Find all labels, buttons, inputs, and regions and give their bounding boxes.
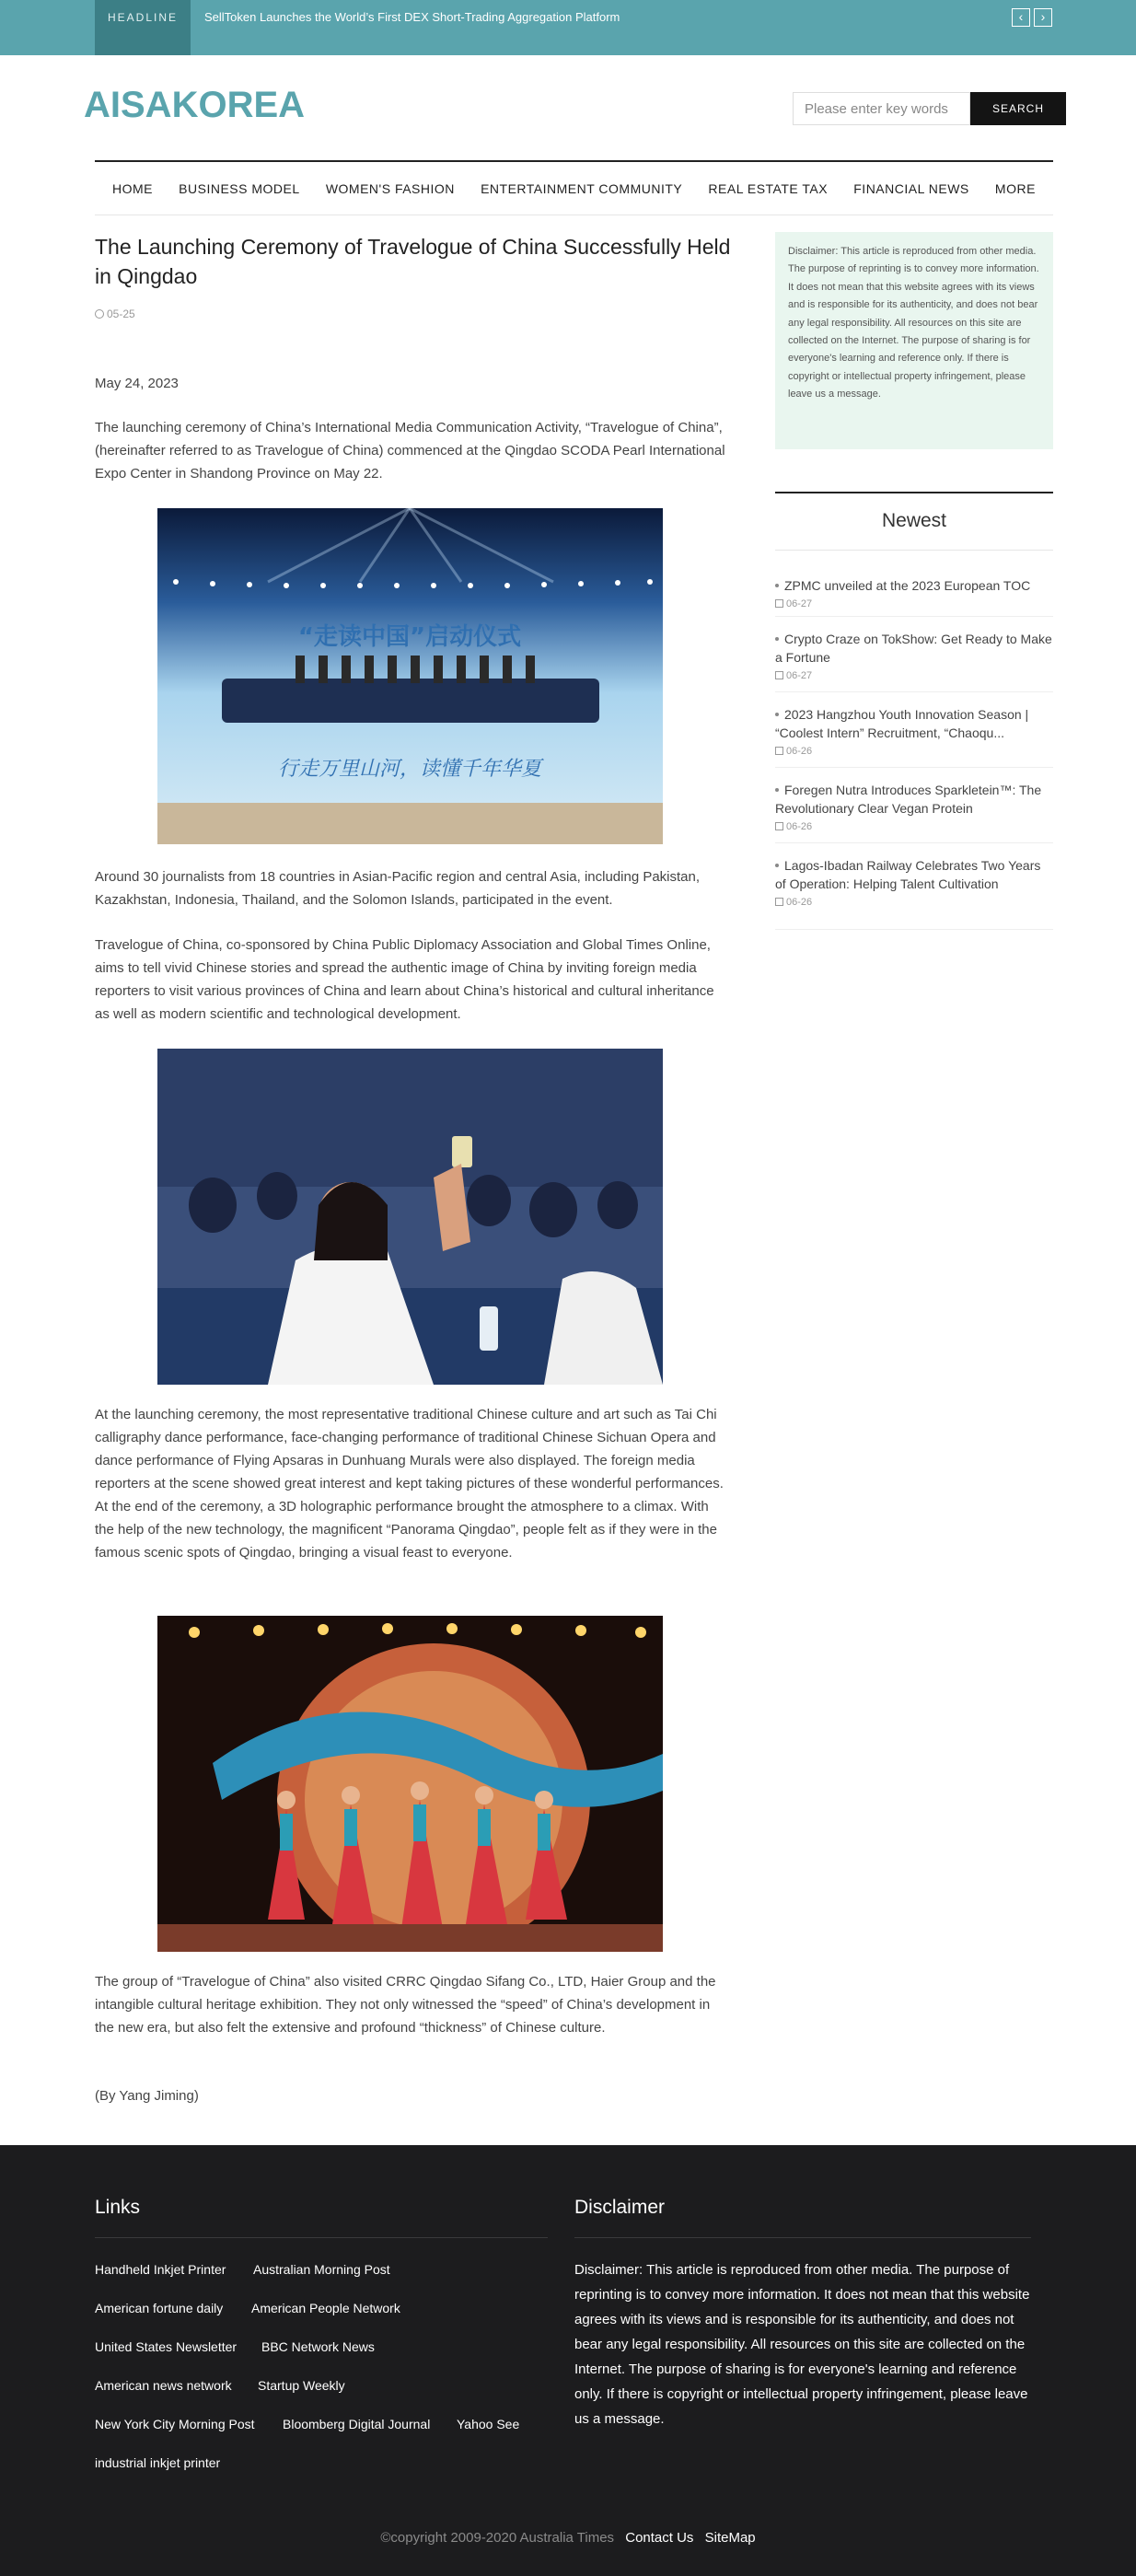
nav-home[interactable]: HOME <box>112 180 153 196</box>
footer-link[interactable]: Bloomberg Digital Journal <box>283 2417 431 2431</box>
footer-link[interactable]: Australian Morning Post <box>253 2262 390 2277</box>
list-item <box>775 768 1053 843</box>
dance-performance-image <box>157 1616 663 1952</box>
site-footer <box>0 2145 1136 2576</box>
news-title: Foregen Nutra Introduces Sparkletein™: The Revolutionary Clear Vegan Protein <box>775 783 1042 816</box>
banner-title: “走读中国”启动仪式 <box>297 623 522 651</box>
news-link[interactable] <box>775 630 1053 667</box>
footer-link[interactable]: BBC Network News <box>261 2339 375 2354</box>
list-item <box>775 551 1053 617</box>
news-date <box>775 670 1053 681</box>
news-date-text: 06-26 <box>786 821 813 832</box>
news-date <box>775 821 1053 832</box>
headline-tag: HEADLINE <box>95 0 191 55</box>
nav-financial-news[interactable]: FINANCIAL NEWS <box>853 180 969 196</box>
news-date <box>775 897 1053 908</box>
calendar-icon <box>775 599 783 608</box>
article-paragraph: Travelogue of China, co-sponsored by China Public Diplomacy Association and Global Times Online, aims to tell vivid Chinese stories and spread the authentic image of China by inviting foreign media reporters to visit various provinces of China and learn about China’s historical and cultural inheritance as well as modern scientific and technological development. <box>95 937 714 1022</box>
list-item <box>775 843 1053 930</box>
news-date-text: 06-27 <box>786 598 813 609</box>
footer-link[interactable]: American People Network <box>251 2301 400 2315</box>
sitemap-link[interactable]: SiteMap <box>704 2530 756 2546</box>
news-link[interactable] <box>775 576 1053 595</box>
nav-real-estate-tax[interactable]: REAL ESTATE TAX <box>708 180 829 196</box>
calendar-icon <box>775 822 783 830</box>
news-date-text: 06-26 <box>786 746 813 757</box>
search-button[interactable]: SEARCH <box>970 92 1066 125</box>
bullet-icon <box>775 713 779 716</box>
article-title: The Launching Ceremony of Travelogue of China Successfully Held in Qingdao <box>95 235 731 288</box>
copyright-bar <box>0 2530 1136 2546</box>
article-paragraph: The launching ceremony of China’s International Media Communication Activity, “Travelogue of China”, (hereinafter referred to as Travelogue of China) commenced at the Qingdao SCODA Pearl International Expo Center in Shandong Province on May 22. <box>95 420 725 482</box>
nav-more[interactable]: MORE <box>994 180 1036 196</box>
news-link[interactable] <box>775 781 1053 818</box>
footer-link[interactable]: Handheld Inkjet Printer <box>95 2262 226 2277</box>
list-item <box>775 692 1053 768</box>
calendar-icon <box>775 747 783 755</box>
ceremony-stage-image <box>157 508 663 844</box>
article-paragraph: At the launching ceremony, the most representative traditional Chinese culture and art such as Tai Chi calligraphy dance performance, face-changing performance of traditional Chinese Sichuan Opera and dance performance of Flying Apsaras in Dunhuang Murals were also displayed. The foreign media reporters at the scene showed great interest and kept taking pictures of these wonderful performances. At the end of the ceremony, a 3D holographic performance brought the atmosphere to a climax. With the help of the new technology, the magnificent “Panorama Qingdao”, people felt as if they were in the famous scenic spots of Qingdao, bringing a visual feast to everyone. <box>95 1407 724 1561</box>
news-title: ZPMC unveiled at the 2023 European TOC <box>784 578 1031 593</box>
copyright-text: ©copyright 2009-2020 Australia Times <box>380 2530 615 2546</box>
footer-link[interactable]: American news network <box>95 2378 232 2393</box>
headline-prev-button[interactable]: ‹ <box>1012 8 1030 27</box>
headline-bar <box>0 0 1136 55</box>
nav-womens-fashion[interactable]: WOMEN'S FASHION <box>325 180 455 196</box>
bullet-icon <box>775 637 779 641</box>
footer-link[interactable]: New York City Morning Post <box>95 2417 255 2431</box>
bullet-icon <box>775 864 779 867</box>
contact-us-link[interactable]: Contact Us <box>625 2530 694 2546</box>
footer-links-heading: Links <box>95 2197 141 2218</box>
banner-subtitle: 行走万里山河，读懂千年华夏 <box>277 758 542 781</box>
headline-next-button[interactable]: › <box>1034 8 1052 27</box>
article-paragraph: Around 30 journalists from 18 countries in Asian-Pacific region and central Asia, including Pakistan, Kazakhstan, Indonesia, Thailand, and the Solomon Islands, participated in the event. <box>95 869 701 908</box>
footer-divider <box>95 2237 548 2238</box>
footer-link[interactable]: American fortune daily <box>95 2301 224 2315</box>
list-item <box>775 617 1053 692</box>
footer-link[interactable]: Yahoo See <box>457 2417 520 2431</box>
footer-link[interactable]: industrial inkjet printer <box>95 2455 221 2470</box>
article-date-text: 05-25 <box>107 307 135 320</box>
article-date <box>95 307 135 320</box>
bullet-icon <box>775 788 779 792</box>
search-input[interactable] <box>793 92 970 125</box>
news-date-text: 06-26 <box>786 897 813 908</box>
audience-photo <box>157 1049 663 1385</box>
clock-icon <box>95 309 104 319</box>
news-title: Crypto Craze on TokShow: Get Ready to Make a Fortune <box>775 632 1052 665</box>
news-date-text: 06-27 <box>786 670 813 681</box>
calendar-icon <box>775 898 783 906</box>
sidebar-disclaimer: Disclaimer: This article is reproduced from other media. The purpose of reprinting is to convey more information. It does not mean that this website agrees with its views and is responsible for its authenticity, and does not bear any legal responsibility. All resources on this site are collected on the Internet. The purpose of sharing is for everyone's learning and reference only. If there is copyright or intellectual property infringement, please leave us a message. <box>775 232 1053 449</box>
news-title: 2023 Hangzhou Youth Innovation Season | “Coolest Intern” Recruitment, “Chaoqu... <box>775 707 1029 740</box>
news-title: Lagos-Ibadan Railway Celebrates Two Years of Operation: Helping Talent Cultivation <box>775 858 1041 891</box>
article-byline: (By Yang Jiming) <box>95 2088 199 2104</box>
main-nav <box>95 160 1053 215</box>
audience-image <box>157 1049 663 1385</box>
footer-link[interactable]: Startup Weekly <box>258 2378 345 2393</box>
nav-business-model[interactable]: BUSINESS MODEL <box>179 180 300 196</box>
article-paragraph: The group of “Travelogue of China” also visited CRRC Qingdao Sifang Co., LTD, Haier Group and the intangible cultural heritage exhibition. They not only witnessed the “speed” of China’s development in the new era, but also felt the extensive and profound “thickness” of Chinese culture. <box>95 1974 716 2036</box>
headline-link[interactable]: SellToken Launches the World’s First DEX Short-Trading Aggregation Platform <box>204 10 620 24</box>
news-link[interactable] <box>775 856 1053 893</box>
bullet-icon <box>775 584 779 587</box>
dance-performance-photo <box>157 1616 663 1952</box>
news-date <box>775 598 1053 609</box>
calendar-icon <box>775 671 783 679</box>
newest-heading: Newest <box>775 492 1053 551</box>
newest-list <box>775 551 1053 930</box>
nav-entertainment-community[interactable]: ENTERTAINMENT COMMUNITY <box>481 180 683 196</box>
footer-disclaimer-text: Disclaimer: This article is reproduced from other media. The purpose of reprinting is to convey more information. It does not mean that this website agrees with its views and is responsible for its authenticity, and does not bear any legal responsibility. All resources on this site are collected on the Internet. The purpose of sharing is for everyone's learning and reference only. If there is copyright or intellectual property infringement, please leave us a message. <box>574 2262 1030 2427</box>
site-logo[interactable]: AISAKOREA <box>84 85 306 125</box>
ceremony-stage-photo <box>157 508 663 844</box>
news-date <box>775 746 1053 757</box>
footer-divider <box>574 2237 1031 2238</box>
footer-disclaimer-heading: Disclaimer <box>574 2197 666 2218</box>
footer-link[interactable]: United States Newsletter <box>95 2339 238 2354</box>
article-paragraph: May 24, 2023 <box>95 376 179 391</box>
news-link[interactable] <box>775 705 1053 742</box>
